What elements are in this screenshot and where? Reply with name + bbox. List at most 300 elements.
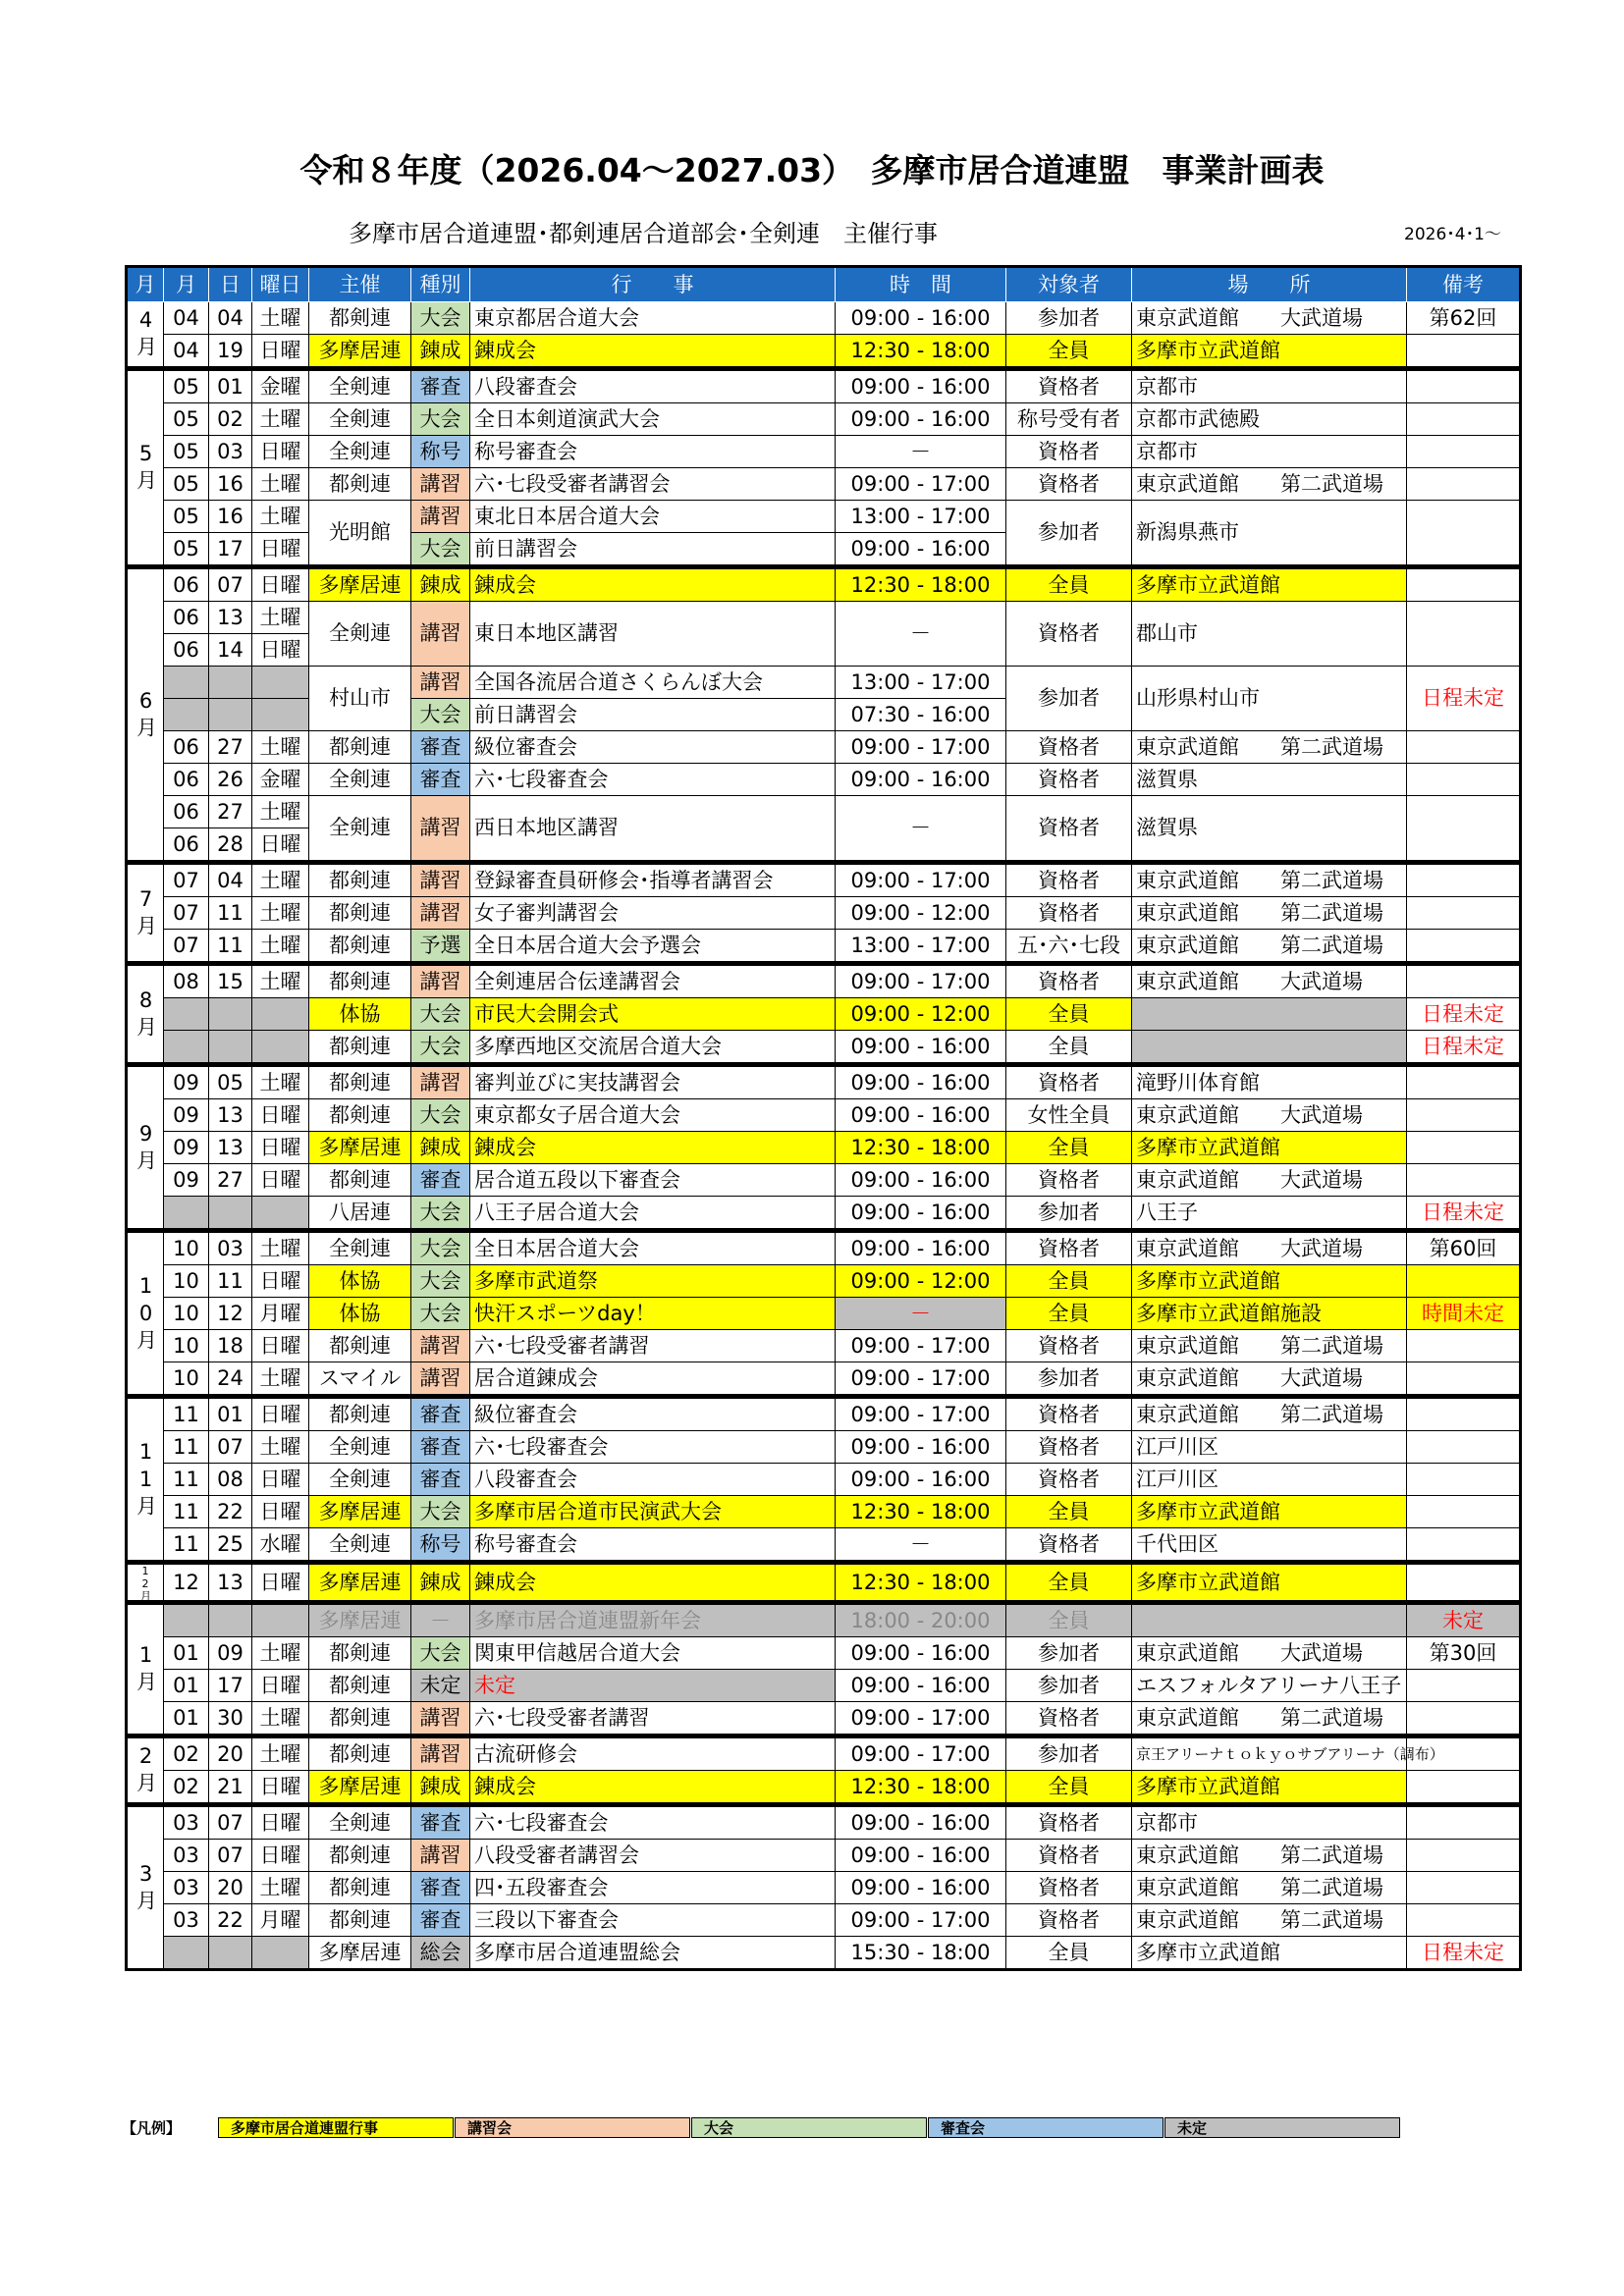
time-cell: 09:00 - 17:00 xyxy=(836,1904,1006,1937)
place-cell: 多摩市立武道館 xyxy=(1132,1937,1407,1970)
host-cell: 都剣連 xyxy=(309,1330,411,1362)
month-cell: 05 xyxy=(164,468,209,501)
day-cell: 13 xyxy=(209,602,252,634)
target-cell: 資格者 xyxy=(1006,1330,1132,1362)
month-cell: 07 xyxy=(164,897,209,930)
event-cell: 三段以下審査会 xyxy=(470,1904,836,1937)
month-cell: 05 xyxy=(164,436,209,468)
weekday-cell xyxy=(252,1603,309,1637)
month-cell: 03 xyxy=(164,1904,209,1937)
table-row xyxy=(127,602,1521,634)
host-cell: 都剣連 xyxy=(309,1065,411,1099)
note-cell xyxy=(1407,602,1521,667)
header-cell: 場 所 xyxy=(1132,267,1407,302)
place-cell: 京都市 xyxy=(1132,369,1407,403)
day-cell xyxy=(209,1603,252,1637)
note-cell xyxy=(1407,1872,1521,1904)
type-cell: 錬成 xyxy=(411,1563,470,1603)
time-cell: 09:00 - 16:00 xyxy=(836,533,1006,567)
legend xyxy=(122,2117,1401,2138)
table-row xyxy=(127,1736,1521,1771)
month-cell: 11 xyxy=(164,1431,209,1464)
table-row xyxy=(127,369,1521,403)
month-cell xyxy=(164,667,209,699)
type-cell: 講習 xyxy=(411,964,470,998)
host-cell: 光明館 xyxy=(309,501,411,567)
day-cell xyxy=(209,1937,252,1970)
day-cell: 07 xyxy=(209,1431,252,1464)
event-cell: 登録審査員研修会･指導者講習会 xyxy=(470,863,836,897)
event-cell: 古流研修会 xyxy=(470,1736,836,1771)
host-cell: 都剣連 xyxy=(309,964,411,998)
host-cell: 全剣連 xyxy=(309,1528,411,1563)
event-cell: 称号審査会 xyxy=(470,1528,836,1563)
type-cell: 大会 xyxy=(411,1231,470,1265)
weekday-cell: 日曜 xyxy=(252,1265,309,1298)
table-row xyxy=(127,1197,1521,1231)
host-cell: 都剣連 xyxy=(309,302,411,335)
event-cell: 多摩市居合道連盟総会 xyxy=(470,1937,836,1970)
issue-date: 2026･4･1～ xyxy=(1404,225,1501,244)
month-cell: 02 xyxy=(164,1736,209,1771)
target-cell: 全員 xyxy=(1006,1031,1132,1065)
host-cell: 多摩居連 xyxy=(309,1132,411,1164)
target-cell: 五･六･七段 xyxy=(1006,930,1132,964)
time-cell: － xyxy=(836,436,1006,468)
event-cell: 錬成会 xyxy=(470,567,836,602)
weekday-cell: 土曜 xyxy=(252,1431,309,1464)
table-row xyxy=(127,1496,1521,1528)
weekday-cell xyxy=(252,667,309,699)
weekday-cell xyxy=(252,998,309,1031)
type-cell: 大会 xyxy=(411,1031,470,1065)
place-cell: 多摩市立武道館 xyxy=(1132,1132,1407,1164)
weekday-cell: 土曜 xyxy=(252,796,309,828)
table-row xyxy=(127,1872,1521,1904)
table-row xyxy=(127,731,1521,764)
month-cell: 05 xyxy=(164,533,209,567)
type-cell: 大会 xyxy=(411,699,470,731)
time-cell: 09:00 - 16:00 xyxy=(836,1464,1006,1496)
event-cell: 錬成会 xyxy=(470,1771,836,1805)
weekday-cell: 日曜 xyxy=(252,1330,309,1362)
table-row xyxy=(127,1298,1521,1330)
month-cell xyxy=(164,1197,209,1231)
day-cell xyxy=(209,1197,252,1231)
weekday-cell: 土曜 xyxy=(252,1362,309,1397)
event-cell: 八王子居合道大会 xyxy=(470,1197,836,1231)
event-cell: 東日本地区講習 xyxy=(470,602,836,667)
host-cell: 多摩居連 xyxy=(309,1937,411,1970)
type-cell: 審査 xyxy=(411,1805,470,1840)
note-cell: 時間未定 xyxy=(1407,1298,1521,1330)
note-cell xyxy=(1407,1431,1521,1464)
time-cell: 09:00 - 16:00 xyxy=(836,1231,1006,1265)
weekday-cell: 日曜 xyxy=(252,1164,309,1197)
target-cell: 女性全員 xyxy=(1006,1099,1132,1132)
place-cell: 東京武道館 第二武道場 xyxy=(1132,1330,1407,1362)
month-cell: 04 xyxy=(164,302,209,335)
note-cell xyxy=(1407,1496,1521,1528)
day-cell: 13 xyxy=(209,1132,252,1164)
event-cell: 六･七段審査会 xyxy=(470,1431,836,1464)
note-cell xyxy=(1407,501,1521,567)
day-cell: 25 xyxy=(209,1528,252,1563)
target-cell: 資格者 xyxy=(1006,1397,1132,1431)
day-cell: 07 xyxy=(209,567,252,602)
month-cell: 01 xyxy=(164,1637,209,1670)
type-cell: 錬成 xyxy=(411,567,470,602)
day-cell: 04 xyxy=(209,302,252,335)
month-cell xyxy=(164,1937,209,1970)
type-cell: 審査 xyxy=(411,764,470,796)
event-cell: 居合道錬成会 xyxy=(470,1362,836,1397)
month-cell: 07 xyxy=(164,863,209,897)
host-cell: 全剣連 xyxy=(309,369,411,403)
type-cell: 錬成 xyxy=(411,1132,470,1164)
month-cell xyxy=(164,1603,209,1637)
day-cell xyxy=(209,998,252,1031)
month-cell: 10 xyxy=(164,1362,209,1397)
host-cell: 全剣連 xyxy=(309,1805,411,1840)
day-cell: 18 xyxy=(209,1330,252,1362)
weekday-cell: 日曜 xyxy=(252,335,309,369)
table-row xyxy=(127,1330,1521,1362)
legend-item-mitei: 未定 xyxy=(1164,2117,1400,2138)
event-cell: 市民大会開会式 xyxy=(470,998,836,1031)
type-cell: 審査 xyxy=(411,1464,470,1496)
note-cell xyxy=(1407,1330,1521,1362)
note-cell xyxy=(1407,436,1521,468)
type-cell: 審査 xyxy=(411,1872,470,1904)
table-row xyxy=(127,1362,1521,1397)
host-cell: 村山市 xyxy=(309,667,411,731)
day-cell: 27 xyxy=(209,1164,252,1197)
month-cell: 09 xyxy=(164,1065,209,1099)
day-cell: 03 xyxy=(209,436,252,468)
weekday-cell xyxy=(252,1937,309,1970)
type-cell: 審査 xyxy=(411,1397,470,1431)
target-cell: 資格者 xyxy=(1006,897,1132,930)
place-cell: 京都市武徳殿 xyxy=(1132,403,1407,436)
table-row xyxy=(127,1099,1521,1132)
type-cell: 大会 xyxy=(411,302,470,335)
month-cell: 11 xyxy=(164,1528,209,1563)
host-cell: 都剣連 xyxy=(309,863,411,897)
target-cell: 全員 xyxy=(1006,567,1132,602)
host-cell: 都剣連 xyxy=(309,1670,411,1702)
place-cell: 東京武道館 第二武道場 xyxy=(1132,731,1407,764)
time-cell: 09:00 - 16:00 xyxy=(836,1872,1006,1904)
target-cell: 資格者 xyxy=(1006,1840,1132,1872)
weekday-cell: 土曜 xyxy=(252,863,309,897)
note-cell xyxy=(1407,1362,1521,1397)
day-cell xyxy=(209,1031,252,1065)
month-cell: 06 xyxy=(164,567,209,602)
type-cell: 大会 xyxy=(411,1496,470,1528)
weekday-cell: 水曜 xyxy=(252,1528,309,1563)
day-cell: 05 xyxy=(209,1065,252,1099)
table-row xyxy=(127,1637,1521,1670)
month-cell: 04 xyxy=(164,335,209,369)
type-cell: 称号 xyxy=(411,436,470,468)
day-cell: 26 xyxy=(209,764,252,796)
target-cell: 資格者 xyxy=(1006,1872,1132,1904)
month-cell: 08 xyxy=(164,964,209,998)
day-cell: 27 xyxy=(209,796,252,828)
note-cell: 日程未定 xyxy=(1407,1197,1521,1231)
weekday-cell: 日曜 xyxy=(252,1132,309,1164)
target-cell: 資格者 xyxy=(1006,1702,1132,1736)
month-cell: 11 xyxy=(164,1496,209,1528)
header-cell: 種別 xyxy=(411,267,470,302)
time-cell: 09:00 - 16:00 xyxy=(836,1197,1006,1231)
time-cell: 09:00 - 17:00 xyxy=(836,731,1006,764)
time-cell: 09:00 - 16:00 xyxy=(836,1031,1006,1065)
time-cell: 09:00 - 17:00 xyxy=(836,863,1006,897)
host-cell: 全剣連 xyxy=(309,764,411,796)
target-cell: 参加者 xyxy=(1006,1197,1132,1231)
type-cell: 講習 xyxy=(411,863,470,897)
time-cell: 09:00 - 16:00 xyxy=(836,1164,1006,1197)
table-row xyxy=(127,1563,1521,1603)
type-cell: 講習 xyxy=(411,1065,470,1099)
table-row xyxy=(127,436,1521,468)
event-cell: 八段審査会 xyxy=(470,369,836,403)
legend-item-kosyu: 講習会 xyxy=(455,2117,690,2138)
table-row xyxy=(127,1670,1521,1702)
time-cell: 18:00 - 20:00 xyxy=(836,1603,1006,1637)
host-cell: 都剣連 xyxy=(309,1702,411,1736)
time-cell: 09:00 - 16:00 xyxy=(836,1431,1006,1464)
note-cell xyxy=(1407,1528,1521,1563)
type-cell: － xyxy=(411,1603,470,1637)
time-cell: 09:00 - 16:00 xyxy=(836,1805,1006,1840)
event-cell: 前日講習会 xyxy=(470,699,836,731)
note-cell: 第30回 xyxy=(1407,1637,1521,1670)
target-cell: 資格者 xyxy=(1006,1431,1132,1464)
weekday-cell xyxy=(252,699,309,731)
day-cell: 28 xyxy=(209,828,252,863)
weekday-cell: 土曜 xyxy=(252,930,309,964)
host-cell: 都剣連 xyxy=(309,1872,411,1904)
day-cell: 11 xyxy=(209,1265,252,1298)
month-cell: 05 xyxy=(164,403,209,436)
month-label: 7月 xyxy=(127,863,164,964)
host-cell: 都剣連 xyxy=(309,1099,411,1132)
month-label: 1月 xyxy=(127,1603,164,1736)
time-cell: 09:00 - 16:00 xyxy=(836,1637,1006,1670)
place-cell: 東京武道館 大武道場 xyxy=(1132,1637,1407,1670)
weekday-cell: 日曜 xyxy=(252,1496,309,1528)
event-cell: 未定 xyxy=(470,1670,836,1702)
place-cell: 東京武道館 大武道場 xyxy=(1132,302,1407,335)
target-cell: 参加者 xyxy=(1006,1736,1132,1771)
note-cell xyxy=(1407,796,1521,863)
day-cell: 13 xyxy=(209,1099,252,1132)
day-cell: 22 xyxy=(209,1904,252,1937)
month-cell: 07 xyxy=(164,930,209,964)
table-row xyxy=(127,1265,1521,1298)
month-label: 6月 xyxy=(127,567,164,863)
month-cell xyxy=(164,699,209,731)
time-cell: 12:30 - 18:00 xyxy=(836,1496,1006,1528)
month-cell xyxy=(164,998,209,1031)
event-cell: 六･七段受審者講習会 xyxy=(470,468,836,501)
note-cell: 未定 xyxy=(1407,1603,1521,1637)
event-cell: 六･七段受審者講習 xyxy=(470,1330,836,1362)
target-cell: 資格者 xyxy=(1006,1904,1132,1937)
target-cell: 全員 xyxy=(1006,1298,1132,1330)
target-cell: 資格者 xyxy=(1006,764,1132,796)
place-cell: 多摩市立武道館施設 xyxy=(1132,1298,1407,1330)
host-cell: 多摩居連 xyxy=(309,335,411,369)
host-cell: 体協 xyxy=(309,1298,411,1330)
note-cell: 第62回 xyxy=(1407,302,1521,335)
weekday-cell: 日曜 xyxy=(252,1840,309,1872)
legend-title: 【凡例】 xyxy=(122,2119,182,2137)
type-cell: 審査 xyxy=(411,731,470,764)
target-cell: 参加者 xyxy=(1006,667,1132,731)
note-cell xyxy=(1407,369,1521,403)
event-cell: 審判並びに実技講習会 xyxy=(470,1065,836,1099)
table-row xyxy=(127,468,1521,501)
month-cell: 12 xyxy=(164,1563,209,1603)
table-row xyxy=(127,1031,1521,1065)
day-cell: 27 xyxy=(209,731,252,764)
day-cell: 30 xyxy=(209,1702,252,1736)
target-cell: 参加者 xyxy=(1006,501,1132,567)
schedule-body xyxy=(127,302,1521,1970)
month-label: 5月 xyxy=(127,369,164,567)
weekday-cell: 土曜 xyxy=(252,1637,309,1670)
note-cell xyxy=(1407,1563,1521,1603)
day-cell: 07 xyxy=(209,1840,252,1872)
table-row xyxy=(127,667,1521,699)
table-row xyxy=(127,1771,1521,1805)
day-cell: 13 xyxy=(209,1563,252,1603)
host-cell: 都剣連 xyxy=(309,1637,411,1670)
month-cell: 01 xyxy=(164,1702,209,1736)
host-cell: 体協 xyxy=(309,998,411,1031)
header-cell: 曜日 xyxy=(252,267,309,302)
month-cell: 09 xyxy=(164,1099,209,1132)
month-label: 8月 xyxy=(127,964,164,1065)
time-cell: 09:00 - 12:00 xyxy=(836,998,1006,1031)
day-cell: 07 xyxy=(209,1805,252,1840)
table-row xyxy=(127,1164,1521,1197)
weekday-cell: 土曜 xyxy=(252,602,309,634)
day-cell: 16 xyxy=(209,501,252,533)
time-cell: 13:00 - 17:00 xyxy=(836,501,1006,533)
host-cell: 全剣連 xyxy=(309,403,411,436)
event-cell: 級位審査会 xyxy=(470,1397,836,1431)
month-label: 10月 xyxy=(127,1231,164,1397)
month-cell: 03 xyxy=(164,1805,209,1840)
event-cell: 多摩市武道祭 xyxy=(470,1265,836,1298)
day-cell: 09 xyxy=(209,1637,252,1670)
note-cell xyxy=(1407,764,1521,796)
weekday-cell: 日曜 xyxy=(252,1771,309,1805)
time-cell: 12:30 - 18:00 xyxy=(836,567,1006,602)
table-row xyxy=(127,1464,1521,1496)
weekday-cell: 日曜 xyxy=(252,634,309,667)
day-cell: 16 xyxy=(209,468,252,501)
month-cell: 10 xyxy=(164,1298,209,1330)
time-cell: 09:00 - 16:00 xyxy=(836,1670,1006,1702)
target-cell: 参加者 xyxy=(1006,1670,1132,1702)
event-cell: 錬成会 xyxy=(470,1563,836,1603)
type-cell: 大会 xyxy=(411,1637,470,1670)
note-cell xyxy=(1407,1904,1521,1937)
host-cell: 多摩居連 xyxy=(309,1563,411,1603)
place-cell: 滝野川体育館 xyxy=(1132,1065,1407,1099)
time-cell: 12:30 - 18:00 xyxy=(836,335,1006,369)
weekday-cell: 土曜 xyxy=(252,1065,309,1099)
note-cell: 日程未定 xyxy=(1407,667,1521,731)
event-cell: 快汗スポーツday！ xyxy=(470,1298,836,1330)
host-cell: 八居連 xyxy=(309,1197,411,1231)
type-cell: 講習 xyxy=(411,667,470,699)
weekday-cell xyxy=(252,1197,309,1231)
place-cell: 多摩市立武道館 xyxy=(1132,567,1407,602)
type-cell: 錬成 xyxy=(411,1771,470,1805)
type-cell: 講習 xyxy=(411,1840,470,1872)
table-row xyxy=(127,1840,1521,1872)
event-cell: 六･七段受審者講習 xyxy=(470,1702,836,1736)
target-cell: 全員 xyxy=(1006,1265,1132,1298)
event-cell: 全剣連居合伝達講習会 xyxy=(470,964,836,998)
event-cell: 六･七段審査会 xyxy=(470,1805,836,1840)
month-label: 2月 xyxy=(127,1736,164,1805)
place-cell: 多摩市立武道館 xyxy=(1132,1496,1407,1528)
time-cell: 15:30 - 18:00 xyxy=(836,1937,1006,1970)
weekday-cell: 日曜 xyxy=(252,436,309,468)
type-cell: 予選 xyxy=(411,930,470,964)
weekday-cell: 土曜 xyxy=(252,501,309,533)
table-row xyxy=(127,403,1521,436)
place-cell: 東京武道館 大武道場 xyxy=(1132,964,1407,998)
day-cell: 01 xyxy=(209,369,252,403)
weekday-cell: 金曜 xyxy=(252,369,309,403)
target-cell: 資格者 xyxy=(1006,1065,1132,1099)
note-cell xyxy=(1407,567,1521,602)
time-cell: 13:00 - 17:00 xyxy=(836,667,1006,699)
weekday-cell: 土曜 xyxy=(252,964,309,998)
place-cell xyxy=(1132,998,1407,1031)
page-subtitle: 多摩市居合道連盟･都剣連居合道部会･全剣連 主催行事 xyxy=(349,220,938,247)
host-cell: 都剣連 xyxy=(309,930,411,964)
day-cell xyxy=(209,667,252,699)
note-cell xyxy=(1407,1670,1521,1702)
target-cell: 資格者 xyxy=(1006,468,1132,501)
target-cell: 称号受有者 xyxy=(1006,403,1132,436)
host-cell: 体協 xyxy=(309,1265,411,1298)
day-cell: 01 xyxy=(209,1397,252,1431)
place-cell: 新潟県燕市 xyxy=(1132,501,1407,567)
header-row xyxy=(127,267,1521,302)
note-cell xyxy=(1407,1840,1521,1872)
table-row xyxy=(127,1603,1521,1637)
type-cell: 大会 xyxy=(411,998,470,1031)
month-cell: 06 xyxy=(164,731,209,764)
day-cell: 22 xyxy=(209,1496,252,1528)
target-cell: 資格者 xyxy=(1006,796,1132,863)
target-cell: 参加者 xyxy=(1006,1362,1132,1397)
target-cell: 参加者 xyxy=(1006,302,1132,335)
table-row xyxy=(127,1937,1521,1970)
table-row xyxy=(127,335,1521,369)
